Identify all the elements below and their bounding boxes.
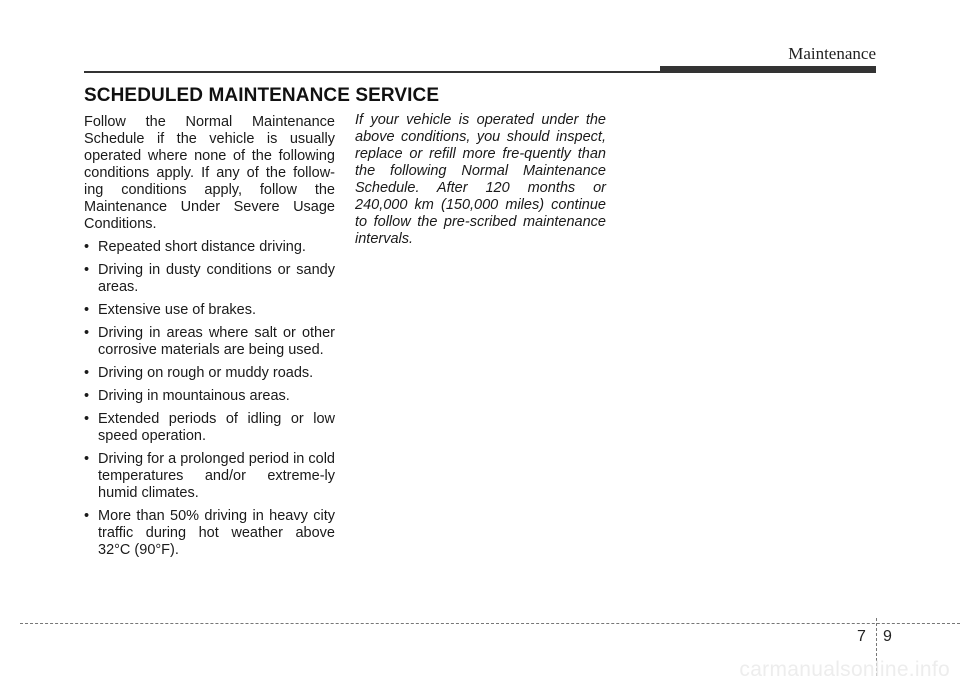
bullet-icon: •	[84, 451, 90, 467]
list-item	[84, 508, 335, 559]
list-item	[84, 411, 335, 445]
list-item-text: Driving in areas where salt or other corrosive materials are being used.	[98, 325, 335, 358]
page-title: SCHEDULED MAINTENANCE SERVICE	[84, 85, 440, 106]
bullet-icon: •	[84, 302, 90, 318]
header-rule-thin	[84, 71, 660, 73]
severe-usage-note: If your vehicle is operated under the above conditions, you should inspect, replace or refill more fre-quently than the following Normal Maintenance Schedule. After 120 months or 240,000 km (150,000 miles) continue to follow the pre-scribed maintenance intervals.	[355, 112, 606, 247]
condition-list	[84, 239, 335, 559]
bullet-icon: •	[84, 365, 90, 381]
bullet-icon: •	[84, 262, 90, 278]
list-item-text: Extended periods of idling or low speed operation.	[98, 411, 335, 444]
list-item-text: Driving for a prolonged period in cold temperatures and/or extreme-ly humid climates.	[98, 451, 335, 501]
list-item	[84, 388, 335, 405]
bullet-icon: •	[84, 508, 90, 524]
list-item	[84, 451, 335, 502]
left-column	[84, 114, 335, 559]
header-rule-thick	[660, 66, 876, 73]
list-item-text: Extensive use of brakes.	[98, 302, 256, 318]
bullet-icon: •	[84, 411, 90, 427]
list-item	[84, 365, 335, 382]
chapter-number: 7	[857, 628, 866, 645]
list-item-text: Driving in mountainous areas.	[98, 388, 290, 404]
list-item	[84, 325, 335, 359]
bullet-icon: •	[84, 239, 90, 255]
bullet-icon: •	[84, 388, 90, 404]
watermark: carmanualsonline.info	[739, 658, 950, 681]
footer-divider	[20, 623, 960, 624]
list-item-text: Driving in dusty conditions or sandy areas.	[98, 262, 335, 295]
list-item-text: Driving on rough or muddy roads.	[98, 365, 314, 381]
list-item-text: More than 50% driving in heavy city traffic during hot weather above 32°C (90°F).	[98, 508, 335, 558]
list-item	[84, 239, 335, 256]
bullet-icon: •	[84, 325, 90, 341]
intro-paragraph: Follow the Normal Maintenance Schedule if the vehicle is usually operated where none of the following conditions apply. If any of the follow-ing conditions apply, follow the Maintenance Under Severe Usage Conditions.	[84, 114, 335, 232]
page-number: 9	[883, 628, 892, 645]
section-header: Maintenance	[788, 44, 876, 63]
list-item	[84, 262, 335, 296]
list-item	[84, 302, 335, 319]
list-item-text: Repeated short distance driving.	[98, 239, 306, 255]
